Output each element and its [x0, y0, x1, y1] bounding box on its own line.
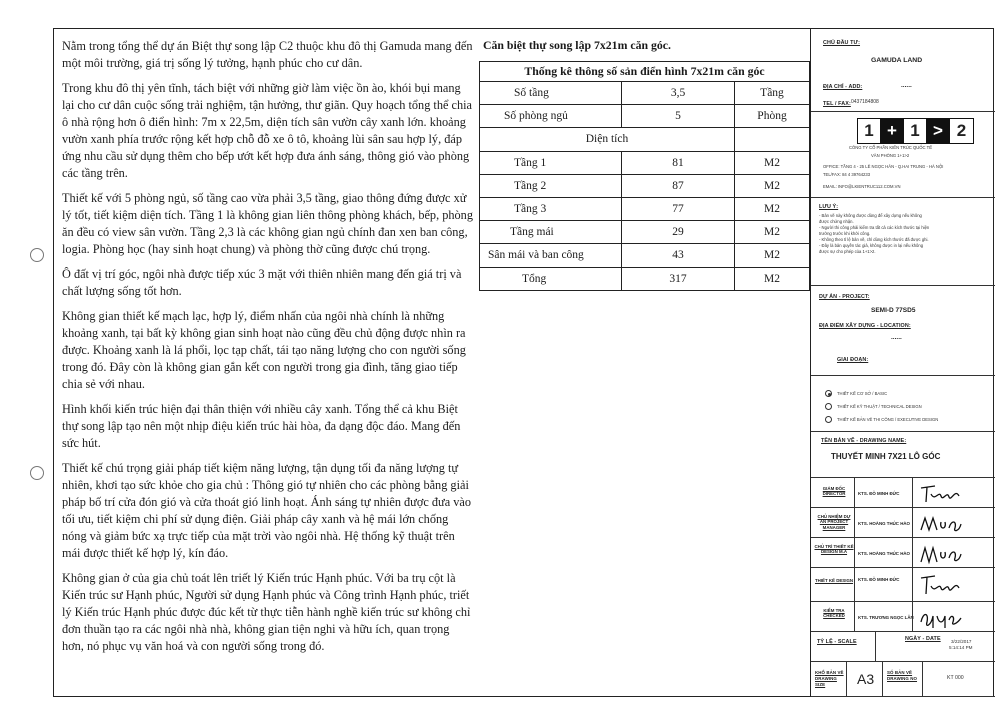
signature-row [811, 478, 995, 508]
table-row [480, 105, 810, 128]
description-body [62, 38, 474, 663]
divider [854, 508, 855, 537]
signature-row [811, 508, 995, 538]
phase-radio-executive[interactable] [825, 416, 832, 423]
paragraph-energy: Thiết kế chú trọng giải pháp tiết kiệm năng lượng, tận dụng tối đa năng lượng tự nhiên, khơi tạo sức khỏe cho gia chủ : Thông gió tự nhiên cho các phòng bằng giải pháp bố trí cửa đón gió và cửa thoát gió linh hoạt. Ánh sáng tự nhiên được đưa vào tối ưu, tiết kiệm chi phí sử dụng điện. Giải pháp cây xanh và hệ mái lớn chống nóng và giảm bức xạ trực tiếp của mặt trời vào ngôi nhà. Hệ thống kỹ thuật trên mái được thiết kế hợp lý, kín đáo. [62, 461, 471, 560]
paragraph-massing: Hình khối kiến trúc hiện đại thân thiện với nhiều cây xanh. Tổng thể cả khu Biệt thự song lập tạo nên một nhịp điệu kiến trúc hài hòa, đa dạng độc đáo. Mang đến sức hút. [62, 402, 461, 450]
office-address: OFFICE: TẦNG 4 - 25 LÊ NGỌC HÂN - Q.HAI TRUNG - HÀ NỘI [823, 164, 944, 169]
punch-hole-bottom [30, 466, 44, 480]
project-value: SEMI-D 77SD5 [871, 307, 916, 314]
note-line: được sự cho phép của 1+1>2. [819, 249, 876, 254]
table-row [480, 174, 810, 197]
section-heading: Căn biệt thự song lập 7x21m căn góc. [483, 38, 671, 52]
logo-digit: 1 [904, 119, 927, 143]
table-caption: Thống kê thông số sản điển hình 7x21m căn góc [480, 62, 810, 82]
signature-image [917, 540, 967, 566]
row-value: 77 [622, 197, 735, 220]
tel-value: 0437184808 [851, 99, 879, 105]
paragraph-context: Trong khu đô thị yên tĩnh, tách biệt với những giờ làm việc ồn ào, khói bụi mang lại cho cư dân cuộc sống trải nghiệm, tận hưởng, thư giãn. Quy hoạch tổng thể chia ô nhà rộng hơn ô điển hình: 7m x 22,5m, diện tích sân vườn cây xanh lớn. khoảng vườn xanh phía trước rộng kết hợp chỗ đỗ xe ô tô, khoảng lùi sân sau hợp lý, đáp ứng nhu cầu sử dụng thêm cho bếp ướt kết hợp đưa ánh sáng, thông gió vào phòng các tầng trên. [62, 81, 472, 180]
address-value: ...... [901, 82, 912, 89]
paragraph-green-space: Không gian thiết kế mạch lạc, hợp lý, điểm nhấn của ngôi nhà chính là những khoảng xanh, tại bất kỳ không gian sinh hoạt nào cũng đều chủ động được nhìn ra được. Khoảng xanh là lá phổi, lọc tạp chất, tái tạo năng lượng cho con người sống trong đó. Đây còn là không gian gắn kết con người trong gia đình, tăng giao tiếp chia sẻ với nhau. [62, 309, 466, 391]
signature-row [811, 602, 995, 632]
row-label: Số phòng ngủ [480, 105, 622, 128]
project-label: DỰ ÁN - PROJECT: [819, 294, 870, 300]
table-row [480, 151, 810, 174]
client-section [811, 28, 995, 112]
logo-digit: 2 [956, 121, 967, 140]
statistics-table [479, 61, 810, 291]
divider [912, 508, 913, 537]
drawing-number-label: SỐ BẢN VẼ DRAWING NO [887, 670, 918, 681]
company-subtitle: VĂN PHÒNG 1+1>2 [871, 153, 910, 158]
signature-row [811, 538, 995, 568]
statistics-section [479, 38, 809, 291]
signature-image [917, 604, 967, 630]
note-line: - Đây là bản quyền tác giả, không được in lại nếu không [819, 243, 924, 248]
row-value: 3,5 [622, 82, 735, 105]
paragraph-philosophy: Không gian ở của gia chủ toát lên triết lý Kiến trúc Hạnh phúc. Với ba trụ cột là Kiến trúc sư Hạnh phúc, Người sử dụng Hạnh phúc và Công trình Hạnh phúc, triết lý Kiến trúc Hạnh phúc được đúc kết từ thực tiễn hành nghề kiến trúc sư không chỉ đơn thuần tạo ra các ngôi nhà nhà, không gian tiện nghi và hữu ích, quan trọng hơn, nó phục vụ văn hoá và con người sống trong đó. [62, 571, 471, 653]
divider [854, 478, 855, 507]
row-label: Tầng 1 [480, 151, 622, 174]
signatory-role: CHỦ TRÌ THIẾT KẾ DESIGN M.A [814, 544, 854, 555]
company-name: CÔNG TY CỔ PHẦN KIẾN TRÚC QUỐC TẾ [849, 145, 932, 150]
signatory-name: KTS. ĐỖ MINH ĐỨC [858, 491, 900, 496]
table-row [480, 244, 810, 267]
time-value: 5:14:14 PM [949, 645, 973, 650]
divider [912, 568, 913, 601]
note-line: - Người thi công phải kiểm tra tất cả các kích thước tại hiện [819, 225, 930, 230]
drawing-size-value: A3 [857, 671, 875, 687]
table-row [480, 221, 810, 244]
office-email: EMAIL: INFO@LKIENTRUC112.COM.VN [823, 184, 901, 189]
row-label: Tầng mái [480, 221, 622, 244]
signature-image [917, 480, 967, 506]
signatory-role: CHỦ NHIỆM DỰ ÁN PROJECT MANAGER [817, 514, 851, 530]
location-value: ...... [891, 334, 902, 341]
phase-label: GIAI ĐOẠN: [837, 357, 869, 363]
divider [912, 602, 913, 631]
signature-row [811, 568, 995, 602]
row-value: 29 [622, 221, 735, 244]
drawing-number-value: KT 000 [947, 675, 964, 681]
notes-section [811, 198, 995, 286]
signatory-role: KIỂM TRA CHECKED [823, 608, 845, 619]
tel-label: TEL / FAX: [823, 101, 851, 107]
row-unit: M2 [735, 244, 810, 267]
signatory-name: KTS. TRƯƠNG NGỌC LÂN [858, 615, 914, 620]
phase-radio-basic[interactable] [825, 390, 832, 397]
divider [854, 602, 855, 631]
signature-image [917, 510, 967, 536]
punch-hole-top [30, 248, 44, 262]
row-label: Số tầng [480, 82, 622, 105]
paragraph-layout: Thiết kế với 5 phòng ngủ, số tầng cao vừa phải 3,5 tầng, giao thông đứng được xử lý tốt, tiết kiệm diện tích. Tầng 1 là không gian liên thông phòng khách, bếp, phòng ăn đều có view sân vườn. Tầng 2,3 là các không gian ngủ chính đan xen ban công, logia. Phòng học (hay sinh hoạt chung) và phòng thờ cũng được chú trọng. [62, 191, 473, 256]
signatory-role: THIẾT KẾ DESIGN [814, 578, 854, 583]
table-row-total [480, 267, 810, 290]
row-label: Tổng [480, 267, 622, 290]
date-value: 3/22/2017 [951, 639, 972, 644]
row-unit: Tầng [735, 82, 810, 105]
row-value: 43 [622, 244, 735, 267]
signatory-name: KTS. ĐỖ MINH ĐỨC [858, 577, 900, 582]
notes-label: LƯU Ý: [819, 204, 839, 210]
logo-greater-than: > [927, 119, 950, 143]
date-label: NGÀY - DATE [905, 636, 941, 642]
phase-section [811, 376, 995, 432]
logo-plus: + [881, 119, 904, 143]
area-header: Diện tích [480, 128, 735, 151]
note-line: được chứng nhận. [819, 219, 854, 224]
office-tel: TEL/FAX: 84 4 39764233 [823, 172, 871, 177]
row-unit: M2 [735, 174, 810, 197]
phase-option-label: THIẾT KẾ KỸ THUẬT / TECHNICAL DESIGN [837, 404, 922, 409]
area-header-row [480, 128, 810, 151]
table-row [480, 82, 810, 105]
row-unit: M2 [735, 151, 810, 174]
row-unit: Phòng [735, 105, 810, 128]
divider [854, 538, 855, 567]
row-label: Tầng 3 [480, 197, 622, 220]
drawing-name-section [811, 432, 995, 478]
divider [912, 538, 913, 567]
company-logo [857, 118, 974, 144]
row-label: Tầng 2 [480, 174, 622, 197]
row-value: 81 [622, 151, 735, 174]
note-line: trường trước khi khởi công. [819, 231, 871, 236]
client-label: CHỦ ĐẦU TƯ: [823, 40, 861, 46]
note-line: - Không theo tỉ lệ bản vẽ, chỉ dùng kích thước đã được ghi. [819, 237, 929, 242]
row-value: 87 [622, 174, 735, 197]
drawing-name-label: TÊN BẢN VẼ - DRAWING NAME: [821, 438, 907, 444]
row-label: Sân mái và ban công [480, 244, 622, 267]
row-value: 317 [622, 267, 735, 290]
paragraph-intro: Nằm trong tổng thể dự án Biệt thự song lập C2 thuộc khu đô thị Gamuda mang đến một môi trường, giá trị sống lý tưởng, hạnh phúc cho cư dân. [62, 39, 473, 70]
row-unit: M2 [735, 221, 810, 244]
project-section [811, 286, 995, 376]
drawing-size-label: KHỔ BẢN VẼ DRAWING SIZE [815, 670, 844, 687]
signature-image [917, 570, 967, 600]
logo-digit: 1 [858, 119, 881, 143]
row-unit: M2 [735, 267, 810, 290]
divider [912, 478, 913, 507]
address-label: ĐỊA CHỈ - ADD: [823, 84, 863, 90]
phase-option-label: THIẾT KẾ CƠ SỞ / BASIC [837, 391, 888, 396]
table-row [480, 197, 810, 220]
paragraph-corner-lot: Ô đất vị trí góc, ngôi nhà được tiếp xúc 3 mặt với thiên nhiên mang đến giá trị và chất lượng sống tốt hơn. [62, 267, 462, 298]
client-value: GAMUDA LAND [871, 57, 923, 64]
row-unit: M2 [735, 197, 810, 220]
location-label: ĐỊA ĐIỂM XÂY DỰNG - LOCATION: [819, 323, 911, 329]
signatory-name: KTS. HOÀNG THÚC HÀO [858, 551, 910, 556]
note-line: - Bản vẽ này không được dùng để xây dựng nếu không [819, 213, 922, 218]
drawing-name-value: THUYẾT MINH 7X21 LÔ GÓC [831, 452, 941, 461]
scale-label: TỶ LỆ - SCALE [817, 639, 857, 645]
cell [811, 632, 876, 662]
row-value: 5 [622, 105, 735, 128]
phase-radio-technical[interactable] [825, 403, 832, 410]
title-block [810, 28, 994, 697]
divider [854, 568, 855, 601]
signatory-name: KTS. HOÀNG THÚC HÀO [858, 521, 910, 526]
phase-option-label: THIẾT KẾ BẢN VẼ THI CÔNG / EXECUTIVE DESIGN [837, 417, 939, 422]
signatory-role: GIÁM ĐỐC DIRECTOR [822, 486, 846, 497]
